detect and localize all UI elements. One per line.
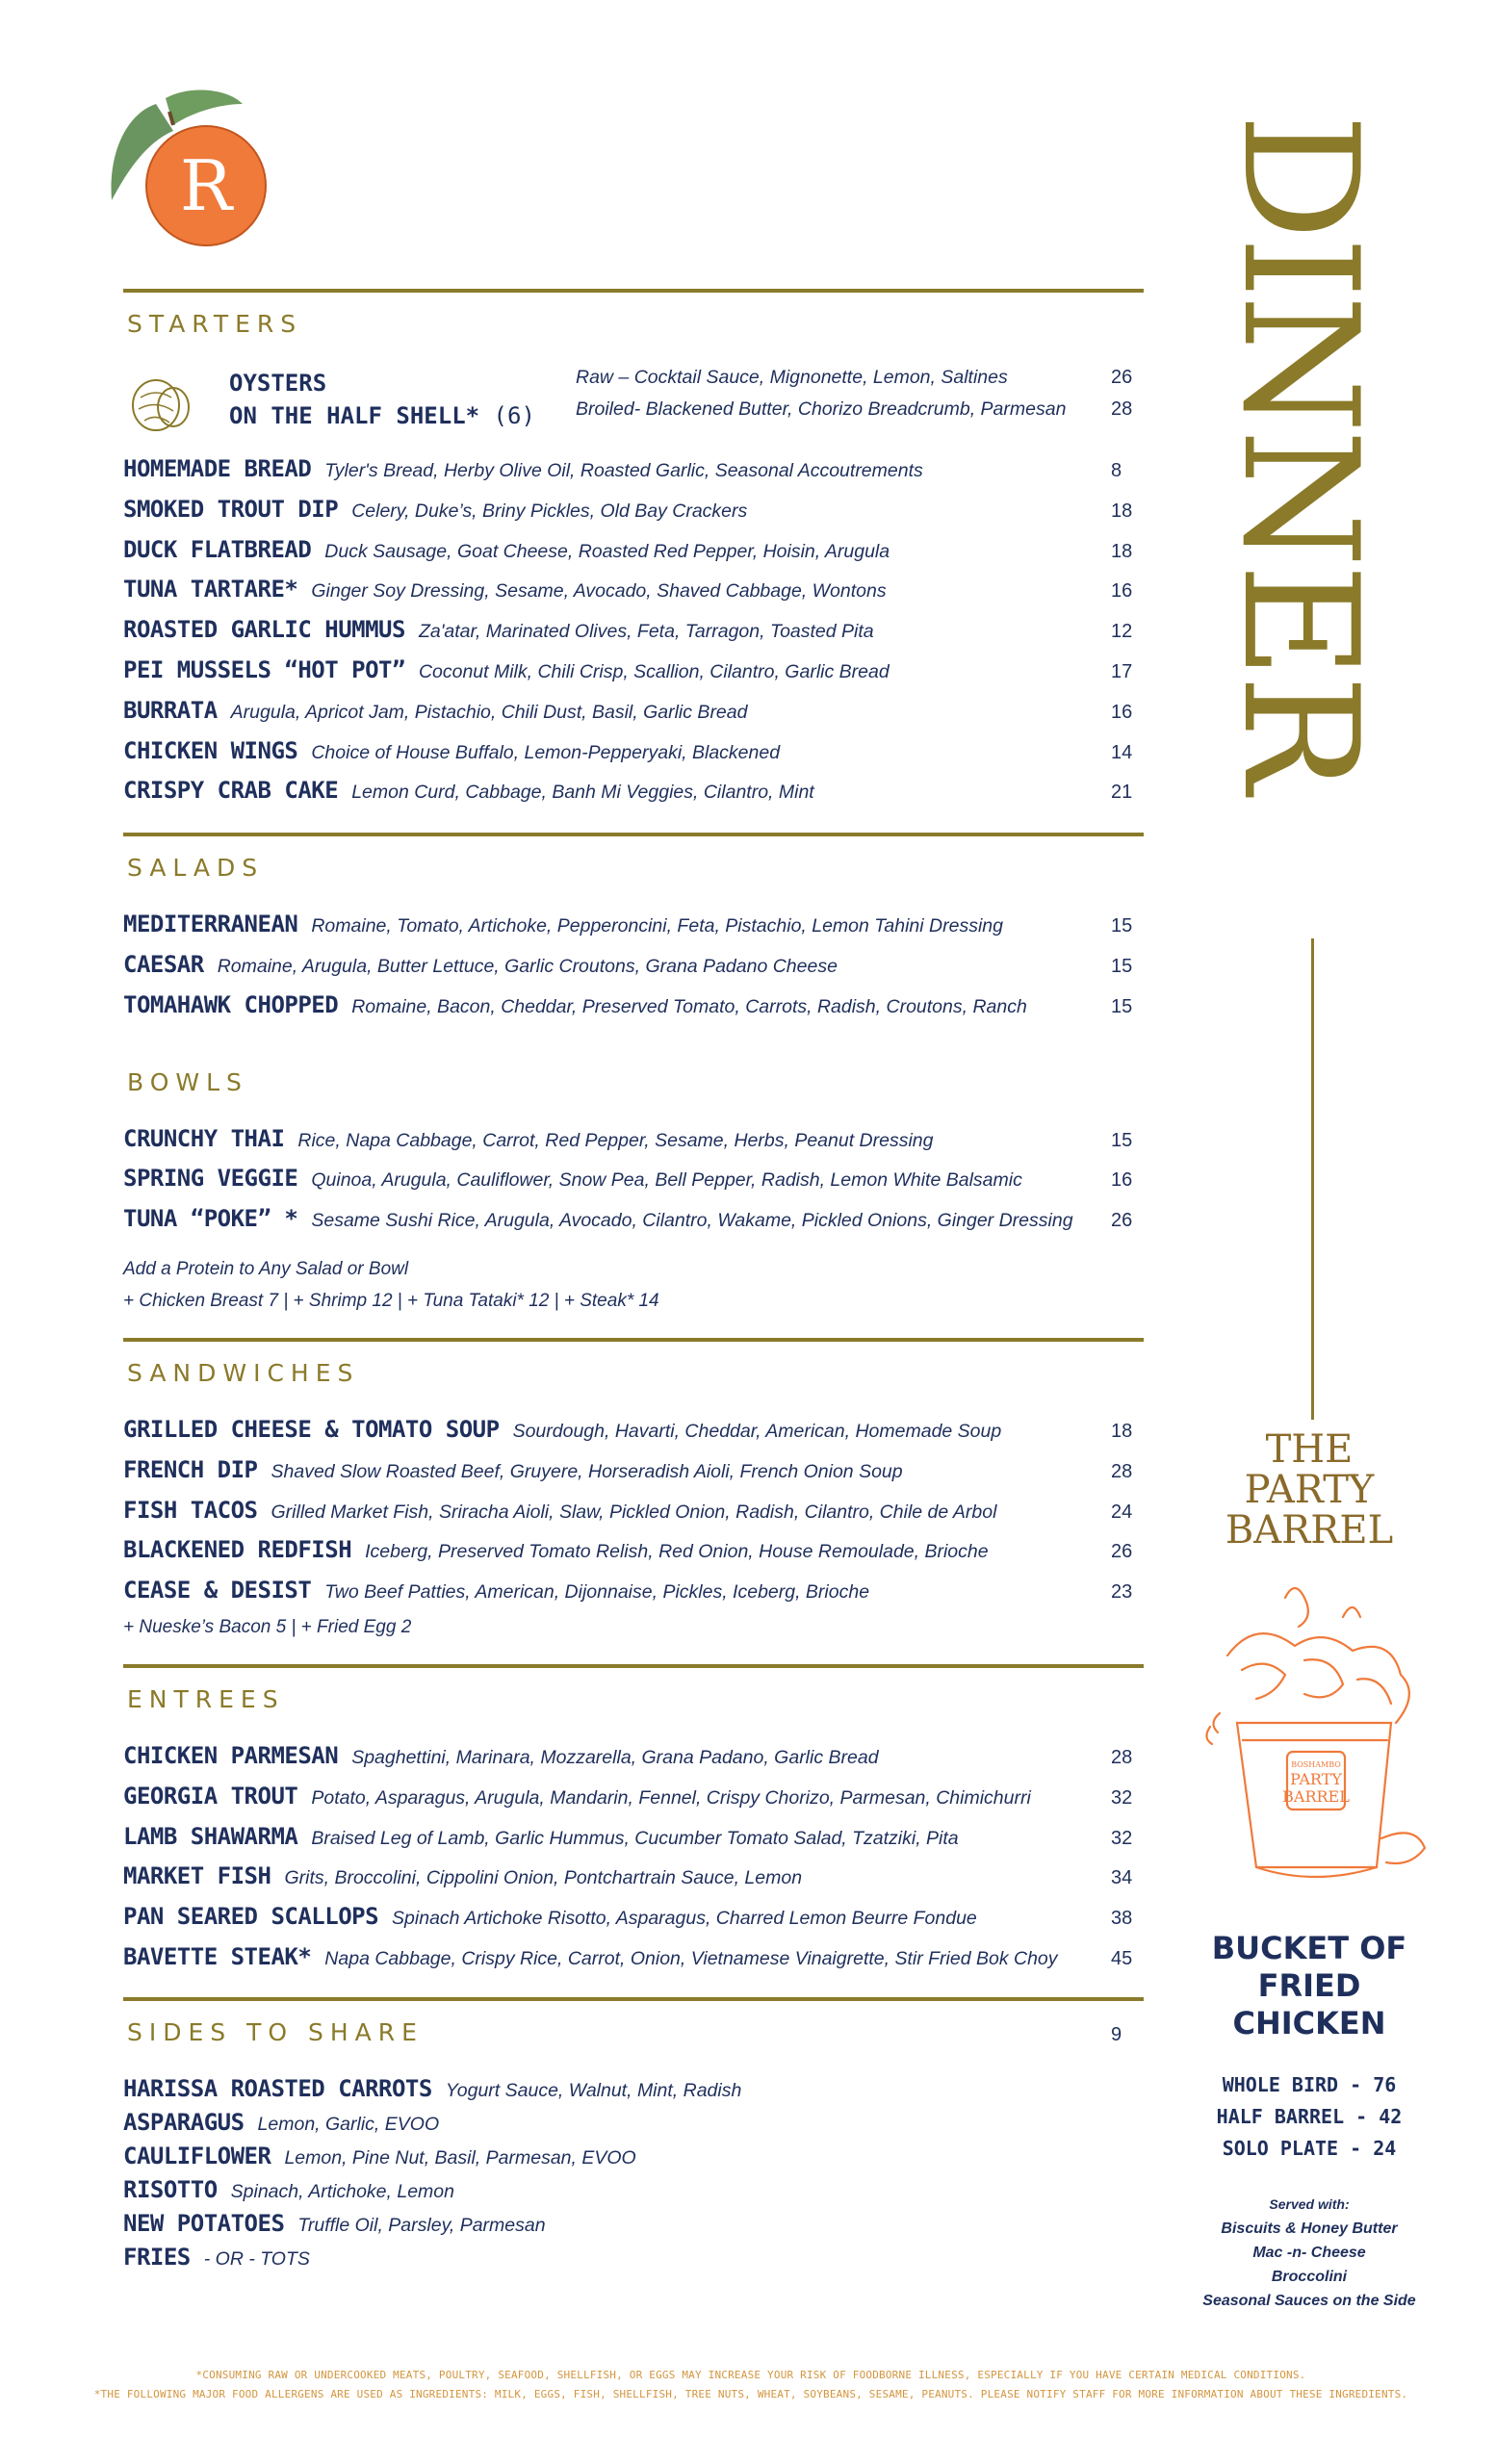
menu-item-description: Grits, Broccolini, Cippolini Onion, Pontchartrain Sauce, Lemon (284, 1867, 803, 1889)
menu-item-price: 15 (1111, 955, 1133, 977)
menu-item-description: Romaine, Bacon, Cheddar, Preserved Tomato, Carrots, Radish, Croutons, Ranch (351, 995, 1027, 1017)
menu-item-name: RISOTTO (123, 2175, 218, 2203)
party-barrel-title-line3: BARREL (1225, 1508, 1394, 1553)
menu-item (123, 536, 1144, 577)
section-title-bowls: BOWLS (127, 1067, 248, 1096)
menu-item-price: 18 (1111, 540, 1133, 562)
menu-item (123, 697, 1144, 737)
menu-item-description: Shaved Slow Roasted Beef, Gruyere, Horseradish Aioli, French Onion Soup (271, 1460, 903, 1482)
section-divider (123, 1338, 1144, 1342)
menu-item (123, 777, 1144, 817)
menu-item (123, 1742, 1144, 1783)
menu-item-name: PAN SEARED SCALLOPS (123, 1903, 379, 1931)
menu-item-price: 15 (1111, 995, 1133, 1017)
menu-item-description: Grilled Market Fish, Sriracha Aioli, Slaw, Pickled Onion, Radish, Cilantro, Chile de Arbol (271, 1501, 997, 1523)
menu-item-description: Choice of House Buffalo, Lemon-Pepperyaki, Blackened (311, 741, 781, 763)
menu-item-description: Za'atar, Marinated Olives, Feta, Tarragon, Toasted Pita (418, 621, 874, 643)
menu-item-price: 15 (1111, 1129, 1133, 1151)
oysters-raw-price: 26 (1111, 367, 1133, 388)
menu-item-name: TUNA “POKE” * (123, 1205, 298, 1233)
menu-item-price: 28 (1111, 1746, 1133, 1768)
svg-text:BOSHAMBO: BOSHAMBO (1291, 1760, 1341, 1769)
menu-item-name: DUCK FLATBREAD (123, 535, 312, 563)
oysters-raw-desc: Raw – Cocktail Sauce, Mignonette, Lemon, Saltines (576, 367, 1008, 388)
menu-item-price: 16 (1111, 701, 1133, 723)
menu-item (123, 2109, 1144, 2143)
oysters-name-line1: OYSTERS (229, 370, 327, 397)
party-barrel-title (1184, 1429, 1434, 1551)
bucket-heading-line3: CHICKEN (1232, 2005, 1386, 2041)
menu-item-name: GRILLED CHEESE & TOMATO SOUP (123, 1415, 500, 1443)
menu-item-name: FRIES (123, 2243, 191, 2271)
menu-item-price: 26 (1111, 1210, 1133, 1232)
menu-item (123, 2143, 1144, 2176)
menu-item-description: Lemon Curd, Cabbage, Banh Mi Veggies, Cilantro, Mint (351, 782, 814, 804)
menu-item-description: Tyler's Bread, Herby Olive Oil, Roasted Garlic, Seasonal Accoutrements (324, 460, 923, 481)
sides-list (123, 2075, 1144, 2277)
menu-item-name: MEDITERRANEAN (123, 911, 298, 938)
menu-item-description: Romaine, Tomato, Artichoke, Pepperoncini, Feta, Pistachio, Lemon Tahini Dressing (311, 915, 1003, 937)
menu-item-price: 32 (1111, 1827, 1133, 1849)
menu-item-price: 28 (1111, 1460, 1133, 1482)
chicken-bucket-illustration (1199, 1578, 1430, 1915)
menu-item-description: Romaine, Arugula, Butter Lettuce, Garlic Croutons, Grana Padano Cheese (217, 955, 838, 977)
menu-item-name: CAULIFLOWER (123, 2142, 271, 2169)
menu-item-price: 16 (1111, 1169, 1133, 1192)
menu-item-price: 24 (1111, 1501, 1133, 1523)
menu-item (123, 1536, 1144, 1577)
menu-item (123, 1862, 1144, 1903)
menu-item-name: CRUNCHY THAI (123, 1124, 285, 1152)
menu-item (123, 455, 1144, 496)
menu-item-price: 21 (1111, 782, 1133, 804)
menu-item-price: 15 (1111, 915, 1133, 937)
menu-item (123, 1903, 1144, 1943)
menu-item-name: GEORGIA TROUT (123, 1782, 298, 1810)
bucket-heading-line1: BUCKET OF (1211, 1930, 1407, 1966)
oysters-option-broiled (576, 398, 1144, 430)
menu-item (123, 737, 1144, 778)
menu-item-name: CAESAR (123, 950, 204, 978)
menu-item-name: SMOKED TROUT DIP (123, 495, 339, 523)
section-divider (123, 1664, 1144, 1668)
menu-item-description: Coconut Milk, Chili Crisp, Scallion, Cilantro, Garlic Bread (418, 660, 890, 682)
bowls-list (123, 1125, 1144, 1245)
sandwich-addons-note: + Nueske’s Bacon 5 | + Fried Egg 2 (123, 1616, 412, 1637)
menu-item-name: CHICKEN PARMESAN (123, 1741, 339, 1769)
menu-item (123, 951, 1144, 991)
served-item: Mac -n- Cheese (1252, 2245, 1366, 2261)
served-item: Broccolini (1271, 2269, 1348, 2285)
bucket-heading-line2: FRIED (1257, 1967, 1361, 2004)
oysters-option-raw (576, 367, 1144, 398)
menu-item-description: Spaghettini, Marinara, Mozzarella, Grana Padano, Garlic Bread (351, 1746, 879, 1768)
menu-item (123, 2244, 1144, 2277)
bucket-heading (1184, 1930, 1434, 2042)
menu-item (123, 1577, 1144, 1617)
menu-item (123, 1416, 1144, 1456)
menu-item-description: Spinach, Artichoke, Lemon (230, 2180, 454, 2202)
menu-item-description: Napa Cabbage, Crispy Rice, Carrot, Onion, Vietnamese Vinaigrette, Stir Fried Bok Choy (324, 1947, 1058, 1969)
menu-item-name: SPRING VEGGIE (123, 1165, 298, 1193)
menu-item-price: 8 (1111, 460, 1122, 481)
menu-item-description: Braised Leg of Lamb, Garlic Hummus, Cucumber Tomato Salad, Tzatziki, Pita (311, 1827, 959, 1849)
menu-item-price: 26 (1111, 1541, 1133, 1563)
menu-item-name: FISH TACOS (123, 1496, 258, 1524)
menu-item-name: MARKET FISH (123, 1862, 271, 1890)
protein-note-options: + Chicken Breast 7 | + Shrimp 12 | + Tuna Tataki* 12 | + Steak* 14 (123, 1290, 659, 1311)
price-whole-bird: WHOLE BIRD - 76 (1222, 2073, 1397, 2096)
section-title-sandwiches: SANDWICHES (127, 1358, 360, 1387)
menu-item-price: 34 (1111, 1867, 1133, 1889)
served-with-label: Served with: (1269, 2196, 1350, 2212)
menu-item (123, 1943, 1144, 1984)
menu-item-price: 23 (1111, 1581, 1133, 1604)
menu-item (123, 1125, 1144, 1166)
menu-item-price: 18 (1111, 1420, 1133, 1442)
oysters-count: (6) (493, 402, 535, 429)
sides-price: 9 (1111, 2023, 1122, 2045)
oysters-name-line2: ON THE HALF SHELL* (229, 402, 480, 429)
peach-logo (98, 85, 271, 258)
menu-item-name: CRISPY CRAB CAKE (123, 777, 339, 805)
menu-item-description: Truffle Oil, Parsley, Parmesan (297, 2214, 546, 2236)
menu-item-name: ASPARAGUS (123, 2108, 245, 2136)
menu-item-description: Arugula, Apricot Jam, Pistachio, Chili Dust, Basil, Garlic Bread (230, 701, 748, 723)
section-title-sides: SIDES TO SHARE (127, 2017, 424, 2046)
oysters-item (123, 367, 1144, 455)
menu-item (123, 2075, 1144, 2109)
menu-item-price: 38 (1111, 1908, 1133, 1930)
section-title-starters: STARTERS (127, 310, 303, 338)
price-solo-plate: SOLO PLATE - 24 (1222, 2137, 1397, 2160)
menu-item-price: 16 (1111, 580, 1133, 603)
section-divider (123, 833, 1144, 836)
menu-item-description: Yogurt Sauce, Walnut, Mint, Radish (445, 2079, 742, 2101)
disclaimer-line1: *CONSUMING RAW OR UNDERCOOKED MEATS, POULTRY, SEAFOOD, SHELLFISH, OR EGGS MAY INCREASE YOUR RISK OF FOODBORNE ILLNESS, ESPECIALLY IF YOU HAVE CERTAIN MEDICAL CONDITIONS. (195, 2369, 1306, 2381)
menu-item-description: Lemon, Pine Nut, Basil, Parmesan, EVOO (284, 2146, 636, 2169)
oysters-broiled-desc: Broiled- Blackened Butter, Chorizo Breadcrumb, Parmesan (576, 398, 1067, 420)
menu-item-price: 32 (1111, 1786, 1133, 1809)
vertical-divider (1311, 938, 1314, 1420)
price-half-barrel: HALF BARREL - 42 (1216, 2105, 1403, 2128)
disclaimer-line2: *THE FOLLOWING MAJOR FOOD ALLERGENS ARE USED AS INGREDIENTS: MILK, EGGS, FISH, SHELLFISH, TREE NUTS, WHEAT, SOYBEANS, SESAME, PEANUTS. PLEASE NOTIFY STAFF FOR MORE INFORMATION ABOUT THESE INGREDIENTS. (93, 2388, 1408, 2400)
entrees-list (123, 1742, 1144, 1984)
menu-item-name: LAMB SHAWARMA (123, 1822, 298, 1850)
menu-item-name: NEW POTATOES (123, 2209, 285, 2237)
menu-item-name: CEASE & DESIST (123, 1577, 312, 1604)
menu-item (123, 2210, 1144, 2244)
menu-item-description: - OR - TOTS (203, 2247, 310, 2270)
menu-item-price: 14 (1111, 741, 1133, 763)
salads-list (123, 911, 1144, 1031)
menu-item-description: Sesame Sushi Rice, Arugula, Avocado, Cilantro, Wakame, Pickled Onions, Ginger Dressing (311, 1210, 1073, 1232)
menu-item-description: Spinach Artichoke Risotto, Asparagus, Charred Lemon Beurre Fondue (392, 1908, 977, 1930)
menu-item-description: Quinoa, Arugula, Cauliflower, Snow Pea, Bell Pepper, Radish, Lemon White Balsamic (311, 1169, 1022, 1192)
menu-item (123, 1823, 1144, 1863)
menu-item-name: BURRATA (123, 696, 218, 724)
svg-text:BARREL: BARREL (1282, 1787, 1350, 1806)
served-item: Biscuits & Honey Butter (1221, 2220, 1398, 2237)
menu-item (123, 616, 1144, 656)
svg-text:PARTY: PARTY (1290, 1770, 1342, 1788)
menu-item-name: TOMAHAWK CHOPPED (123, 990, 339, 1018)
menu-item (123, 1165, 1144, 1205)
menu-item (123, 496, 1144, 536)
menu-item-description: Potato, Asparagus, Arugula, Mandarin, Fennel, Crispy Chorizo, Parmesan, Chimichurri (311, 1786, 1031, 1809)
menu-item (123, 1497, 1144, 1537)
menu-item-name: HARISSA ROASTED CARROTS (123, 2074, 432, 2102)
menu-item (123, 911, 1144, 951)
bucket-prices (1184, 2069, 1434, 2165)
menu-item (123, 2176, 1144, 2210)
menu-item-name: BLACKENED REDFISH (123, 1536, 352, 1564)
menu-item-description: Two Beef Patties, American, Dijonnaise, Pickles, Iceberg, Brioche (324, 1581, 870, 1604)
oysters-name (229, 367, 556, 455)
menu-item (123, 991, 1144, 1032)
menu-item-description: Celery, Duke’s, Briny Pickles, Old Bay Crackers (351, 500, 748, 522)
menu-item-name: TUNA TARTARE* (123, 576, 298, 603)
menu-item-description: Ginger Soy Dressing, Sesame, Avocado, Shaved Cabbage, Wontons (311, 580, 887, 603)
menu-item-description: Iceberg, Preserved Tomato Relish, Red Onion, House Remoulade, Brioche (365, 1541, 989, 1563)
menu-item (123, 576, 1144, 616)
menu-column (123, 289, 1144, 2277)
party-barrel-title-line1: THE (1265, 1427, 1354, 1472)
menu-item-price: 17 (1111, 660, 1133, 682)
menu-item-name: HOMEMADE BREAD (123, 455, 312, 482)
menu-item-description: Lemon, Garlic, EVOO (257, 2113, 440, 2135)
bucket-served-with (1155, 2193, 1463, 2313)
protein-note-title: Add a Protein to Any Salad or Bowl (123, 1258, 409, 1279)
allergen-disclaimer (77, 2366, 1425, 2404)
oysters-broiled-price: 28 (1111, 398, 1133, 420)
menu-item-price: 45 (1111, 1947, 1133, 1969)
sandwiches-list (123, 1416, 1144, 1617)
menu-item (123, 1456, 1144, 1497)
svg-text:R: R (179, 145, 233, 226)
menu-item (123, 1205, 1144, 1245)
menu-item-name: BAVETTE STEAK* (123, 1942, 312, 1970)
menu-item (123, 656, 1144, 697)
oyster-shell-icon (127, 369, 196, 438)
menu-item-name: ROASTED GARLIC HUMMUS (123, 616, 405, 644)
party-barrel-title-line2: PARTY (1244, 1468, 1375, 1512)
section-title-entrees: ENTREES (127, 1684, 285, 1713)
menu-item-description: Duck Sausage, Goat Cheese, Roasted Red Pepper, Hoisin, Arugula (324, 540, 890, 562)
oysters-options (576, 367, 1144, 455)
menu-item-price: 18 (1111, 500, 1133, 522)
served-item: Seasonal Sauces on the Side (1202, 2293, 1416, 2309)
section-title-salads: SALADS (127, 854, 265, 883)
menu-item-description: Sourdough, Havarti, Cheddar, American, Homemade Soup (512, 1420, 1002, 1442)
menu-item-description: Rice, Napa Cabbage, Carrot, Red Pepper, Sesame, Herbs, Peanut Dressing (297, 1129, 934, 1151)
menu-item-name: FRENCH DIP (123, 1455, 258, 1483)
starters-list (123, 455, 1144, 817)
section-divider (123, 289, 1144, 293)
menu-item (123, 1783, 1144, 1823)
menu-item-price: 12 (1111, 621, 1133, 643)
menu-item-name: CHICKEN WINGS (123, 736, 298, 764)
menu-item-name: PEI MUSSELS “HOT POT” (123, 655, 405, 683)
dinner-heading: DINNER (1208, 114, 1392, 790)
